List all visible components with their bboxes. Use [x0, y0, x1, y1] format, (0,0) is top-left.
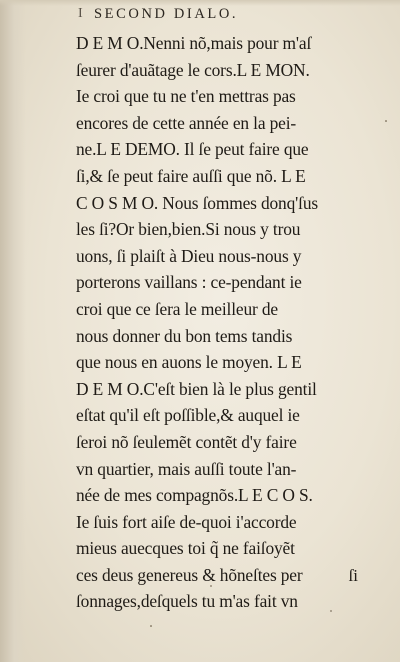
text-line: vn quartier, mais auſſi toute l'an- — [76, 458, 297, 479]
text-line: que nous en auons le moyen. L E — [76, 352, 302, 373]
text-line: eſtat qu'il eſt poſſible,& auquel ie — [76, 405, 300, 426]
text-line: D E M O.C'eſt bien là le plus gentil — [76, 378, 317, 399]
text-block — [76, 30, 372, 615]
catchword: ſi — [348, 566, 358, 585]
text-line: ces deus genereus & hõneſtes per — [76, 564, 303, 585]
text-line: C O S M O. Nous ſommes donq'ſus — [76, 192, 318, 213]
text-line: nous donner du bon tems tandis — [76, 325, 293, 346]
text-line: ſonnages,deſquels tu m'as fait vn — [76, 591, 298, 612]
running-head: SECOND DIALO. — [94, 6, 239, 22]
text-line: née de mes compagnõs.L E C O S. — [76, 485, 313, 506]
gutter-shadow — [0, 0, 26, 662]
text-line: ne.L E DEMO. Il ſe peut faire que — [76, 139, 309, 160]
text-line: les ſi?Or bien,bien.Si nous y trou — [76, 219, 301, 240]
text-line: ſeroi nõ ſeulemẽt contẽt d'y faire — [76, 431, 297, 452]
text-line: ſeurer d'auãtage le cors.L E MON. — [76, 59, 310, 80]
text-line: mieus auecques toi q̃ ne faiſoyẽt — [76, 538, 295, 559]
text-line: ſi,& ſe peut faire auſſi que nõ. L E — [76, 165, 306, 186]
text-line: uons, ſi plaiſt à Dieu nous-nous y — [76, 245, 302, 266]
text-line: Ie croi que tu ne t'en mettras pas — [76, 86, 296, 107]
text-line: encores de cette année en la pei- — [76, 112, 297, 133]
text-line: porterons vaillans : ce-pendant ie — [76, 272, 302, 293]
text-line: Ie ſuis fort aiſe de-quoi i'accorde — [76, 511, 297, 532]
text-line: croi que ce ſera le meilleur de — [76, 298, 278, 319]
page-mark: I — [78, 6, 83, 21]
text-line: D E M O.Nenni nõ,mais pour m'aſ — [76, 33, 312, 53]
